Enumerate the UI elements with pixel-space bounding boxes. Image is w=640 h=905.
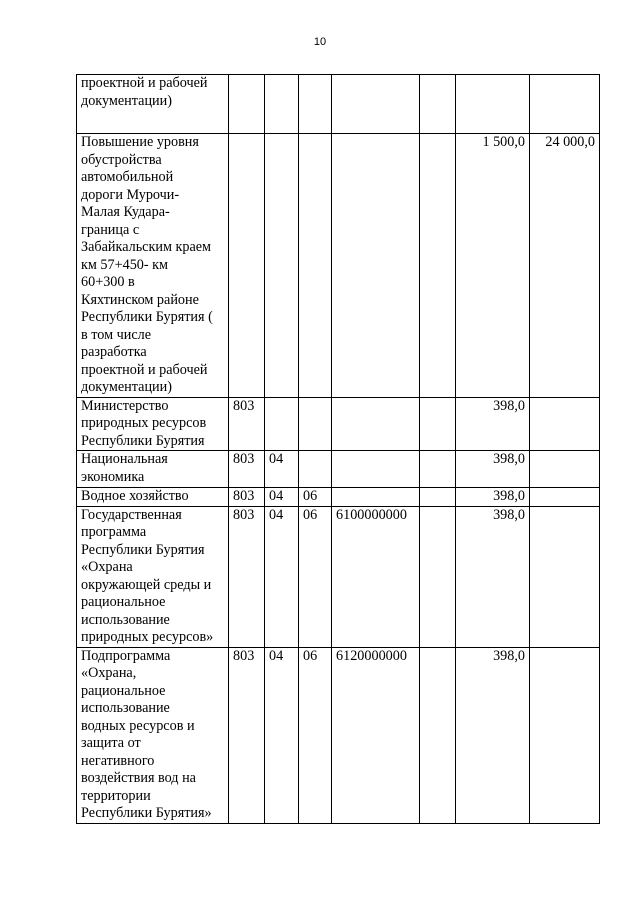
section-code-cell: 04 — [265, 506, 299, 647]
section-code-cell — [265, 397, 299, 451]
item-name-cell: Водное хозяйство — [77, 488, 229, 507]
amount-next-cell — [530, 75, 600, 134]
amount-cell: 398,0 — [456, 451, 530, 488]
expense-type-cell — [420, 451, 456, 488]
expense-type-cell — [420, 647, 456, 823]
table-row — [77, 397, 600, 451]
target-article-cell — [332, 397, 420, 451]
subsection-code-cell: 06 — [299, 506, 332, 647]
amount-cell: 398,0 — [456, 506, 530, 647]
target-article-cell: 6100000000 — [332, 506, 420, 647]
amount-next-cell — [530, 488, 600, 507]
item-name-cell: Государственная программа Республики Бурятия «Охрана окружающей среды и рациональное использование природных ресурсов» — [77, 506, 229, 647]
table-row — [77, 134, 600, 398]
table-row — [77, 506, 600, 647]
target-article-cell: 6120000000 — [332, 647, 420, 823]
item-name-cell: Национальная экономика — [77, 451, 229, 488]
amount-next-cell: 24 000,0 — [530, 134, 600, 398]
amount-cell: 398,0 — [456, 397, 530, 451]
subsection-code-cell — [299, 451, 332, 488]
section-code-cell: 04 — [265, 488, 299, 507]
target-article-cell — [332, 134, 420, 398]
subsection-code-cell — [299, 397, 332, 451]
target-article-cell — [332, 488, 420, 507]
amount-cell: 1 500,0 — [456, 134, 530, 398]
expense-type-cell — [420, 397, 456, 451]
item-name-cell: Подпрограмма «Охрана, рациональное использование водных ресурсов и защита от негативного воздействия вод на территории Республики Бурятия» — [77, 647, 229, 823]
target-article-cell — [332, 451, 420, 488]
section-code-cell: 04 — [265, 647, 299, 823]
section-code-cell — [265, 75, 299, 134]
table-row — [77, 75, 600, 134]
ministry-code-cell — [229, 75, 265, 134]
section-code-cell — [265, 134, 299, 398]
ministry-code-cell: 803 — [229, 451, 265, 488]
expense-type-cell — [420, 488, 456, 507]
item-name-cell: Министерство природных ресурсов Республики Бурятия — [77, 397, 229, 451]
item-name-cell: Повышение уровня обустройства автомобильной дороги Мурочи- Малая Кудара- граница с Забайкальским краем км 57+450- км 60+300 в Кяхтинском районе Республики Бурятия ( в том числе разработка проектной и рабочей документации) — [77, 134, 229, 398]
amount-cell: 398,0 — [456, 647, 530, 823]
expense-type-cell — [420, 506, 456, 647]
amount-next-cell — [530, 506, 600, 647]
subsection-code-cell: 06 — [299, 647, 332, 823]
amount-cell — [456, 75, 530, 134]
ministry-code-cell: 803 — [229, 506, 265, 647]
amount-cell: 398,0 — [456, 488, 530, 507]
table-row — [77, 488, 600, 507]
subsection-code-cell — [299, 75, 332, 134]
ministry-code-cell: 803 — [229, 488, 265, 507]
subsection-code-cell: 06 — [299, 488, 332, 507]
ministry-code-cell — [229, 134, 265, 398]
subsection-code-cell — [299, 134, 332, 398]
ministry-code-cell: 803 — [229, 397, 265, 451]
amount-next-cell — [530, 647, 600, 823]
expense-type-cell — [420, 75, 456, 134]
table-row — [77, 451, 600, 488]
section-code-cell: 04 — [265, 451, 299, 488]
target-article-cell — [332, 75, 420, 134]
ministry-code-cell: 803 — [229, 647, 265, 823]
page-number: 10 — [313, 36, 327, 48]
budget-table — [76, 74, 600, 824]
item-name-cell: проектной и рабочей документации) — [77, 75, 229, 134]
amount-next-cell — [530, 397, 600, 451]
expense-type-cell — [420, 134, 456, 398]
amount-next-cell — [530, 451, 600, 488]
table-row — [77, 647, 600, 823]
